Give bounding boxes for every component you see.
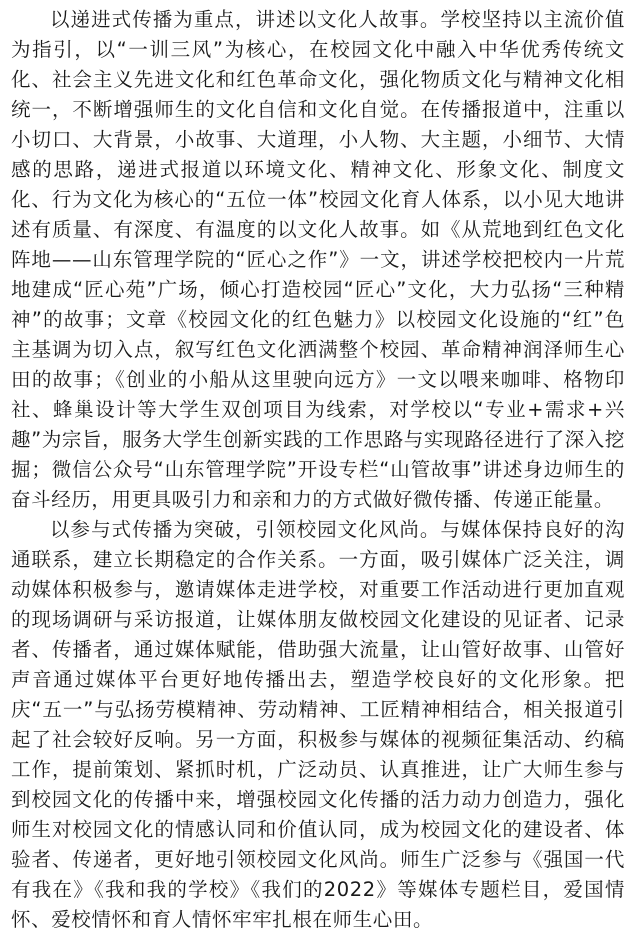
- article-body: [11, 5, 625, 935]
- paragraph-progressive-communication: 以递进式传播为重点，讲述以文化人故事。学校坚持以主流价值为指引，以“一训三风”为核心，在校园文化中融入中华优秀传统文化、社会主义先进文化和红色革命文化，强化物质文化与精神文化相统一，不断增强师生的文化自信和文化自觉。在传播报道中，注重以小切口、大背景，小故事、大道理，小人物、大主题，小细节、大情感的思路，递进式报道以环境文化、精神文化、形象文化、制度文化、行为文化为核心的“五位一体”校园文化育人体系，以小见大地讲述有质量、有深度、有温度的以文化人故事。如《从荒地到红色文化阵地——山东管理学院的“匠心之作”》一文，讲述学校把校内一片荒地建成“匠心苑”广场，倾心打造校园“匠心”文化，大力弘扬“三种精神”的故事；文章《校园文化的红色魅力》以校园文化设施的“红”色主基调为切入点，叙写红色文化洒满整个校园、革命精神润泽师生心田的故事；《创业的小船从这里驶向远方》一文以喂来咖啡、格物印社、蜂巢设计等大学生双创项目为线索，对学校以“专业+需求+兴趣”为宗旨，服务大学生创新实践的工作思路与实现路径进行了深入挖掘；微信公众号“山东管理学院”开设专栏“山管故事”讲述身边师生的奋斗经历，用更具吸引力和亲和力的方式做好微传播、传递正能量。: [11, 8, 625, 511]
- paragraph-participatory-communication: 以参与式传播为突破，引领校园文化风尚。与媒体保持良好的沟通联系，建立长期稳定的合作关系。一方面，吸引媒体广泛关注，调动媒体积极参与，邀请媒体走进学校，对重要工作活动进行更加直观的现场调研与采访报道，让媒体朋友做校园文化建设的见证者、记录者、传播者，通过媒体赋能，借助强大流量，让山管好故事、山管好声音通过媒体平台更好地传播出去，塑造学校良好的文化形象。把庆“五一”与弘扬劳模精神、劳动精神、工匠精神相结合，相关报道引起了社会较好反响。另一方面，积极参与媒体的视频征集活动、约稿工作，提前策划、紧抓时机，广泛动员、认真推进，让广大师生参与到校园文化的传播中来，增强校园文化传播的活力动力创造力，强化师生对校园文化的情感认同和价值认同，成为校园文化的建设者、体验者、传递者，更好地引领校园文化风尚。师生广泛参与《强国一代有我在》《我和我的学校》《我们的2022》等媒体专题栏目，爱国情怀、爱校情怀和育人情怀牢牢扎根在师生心田。: [11, 518, 625, 931]
